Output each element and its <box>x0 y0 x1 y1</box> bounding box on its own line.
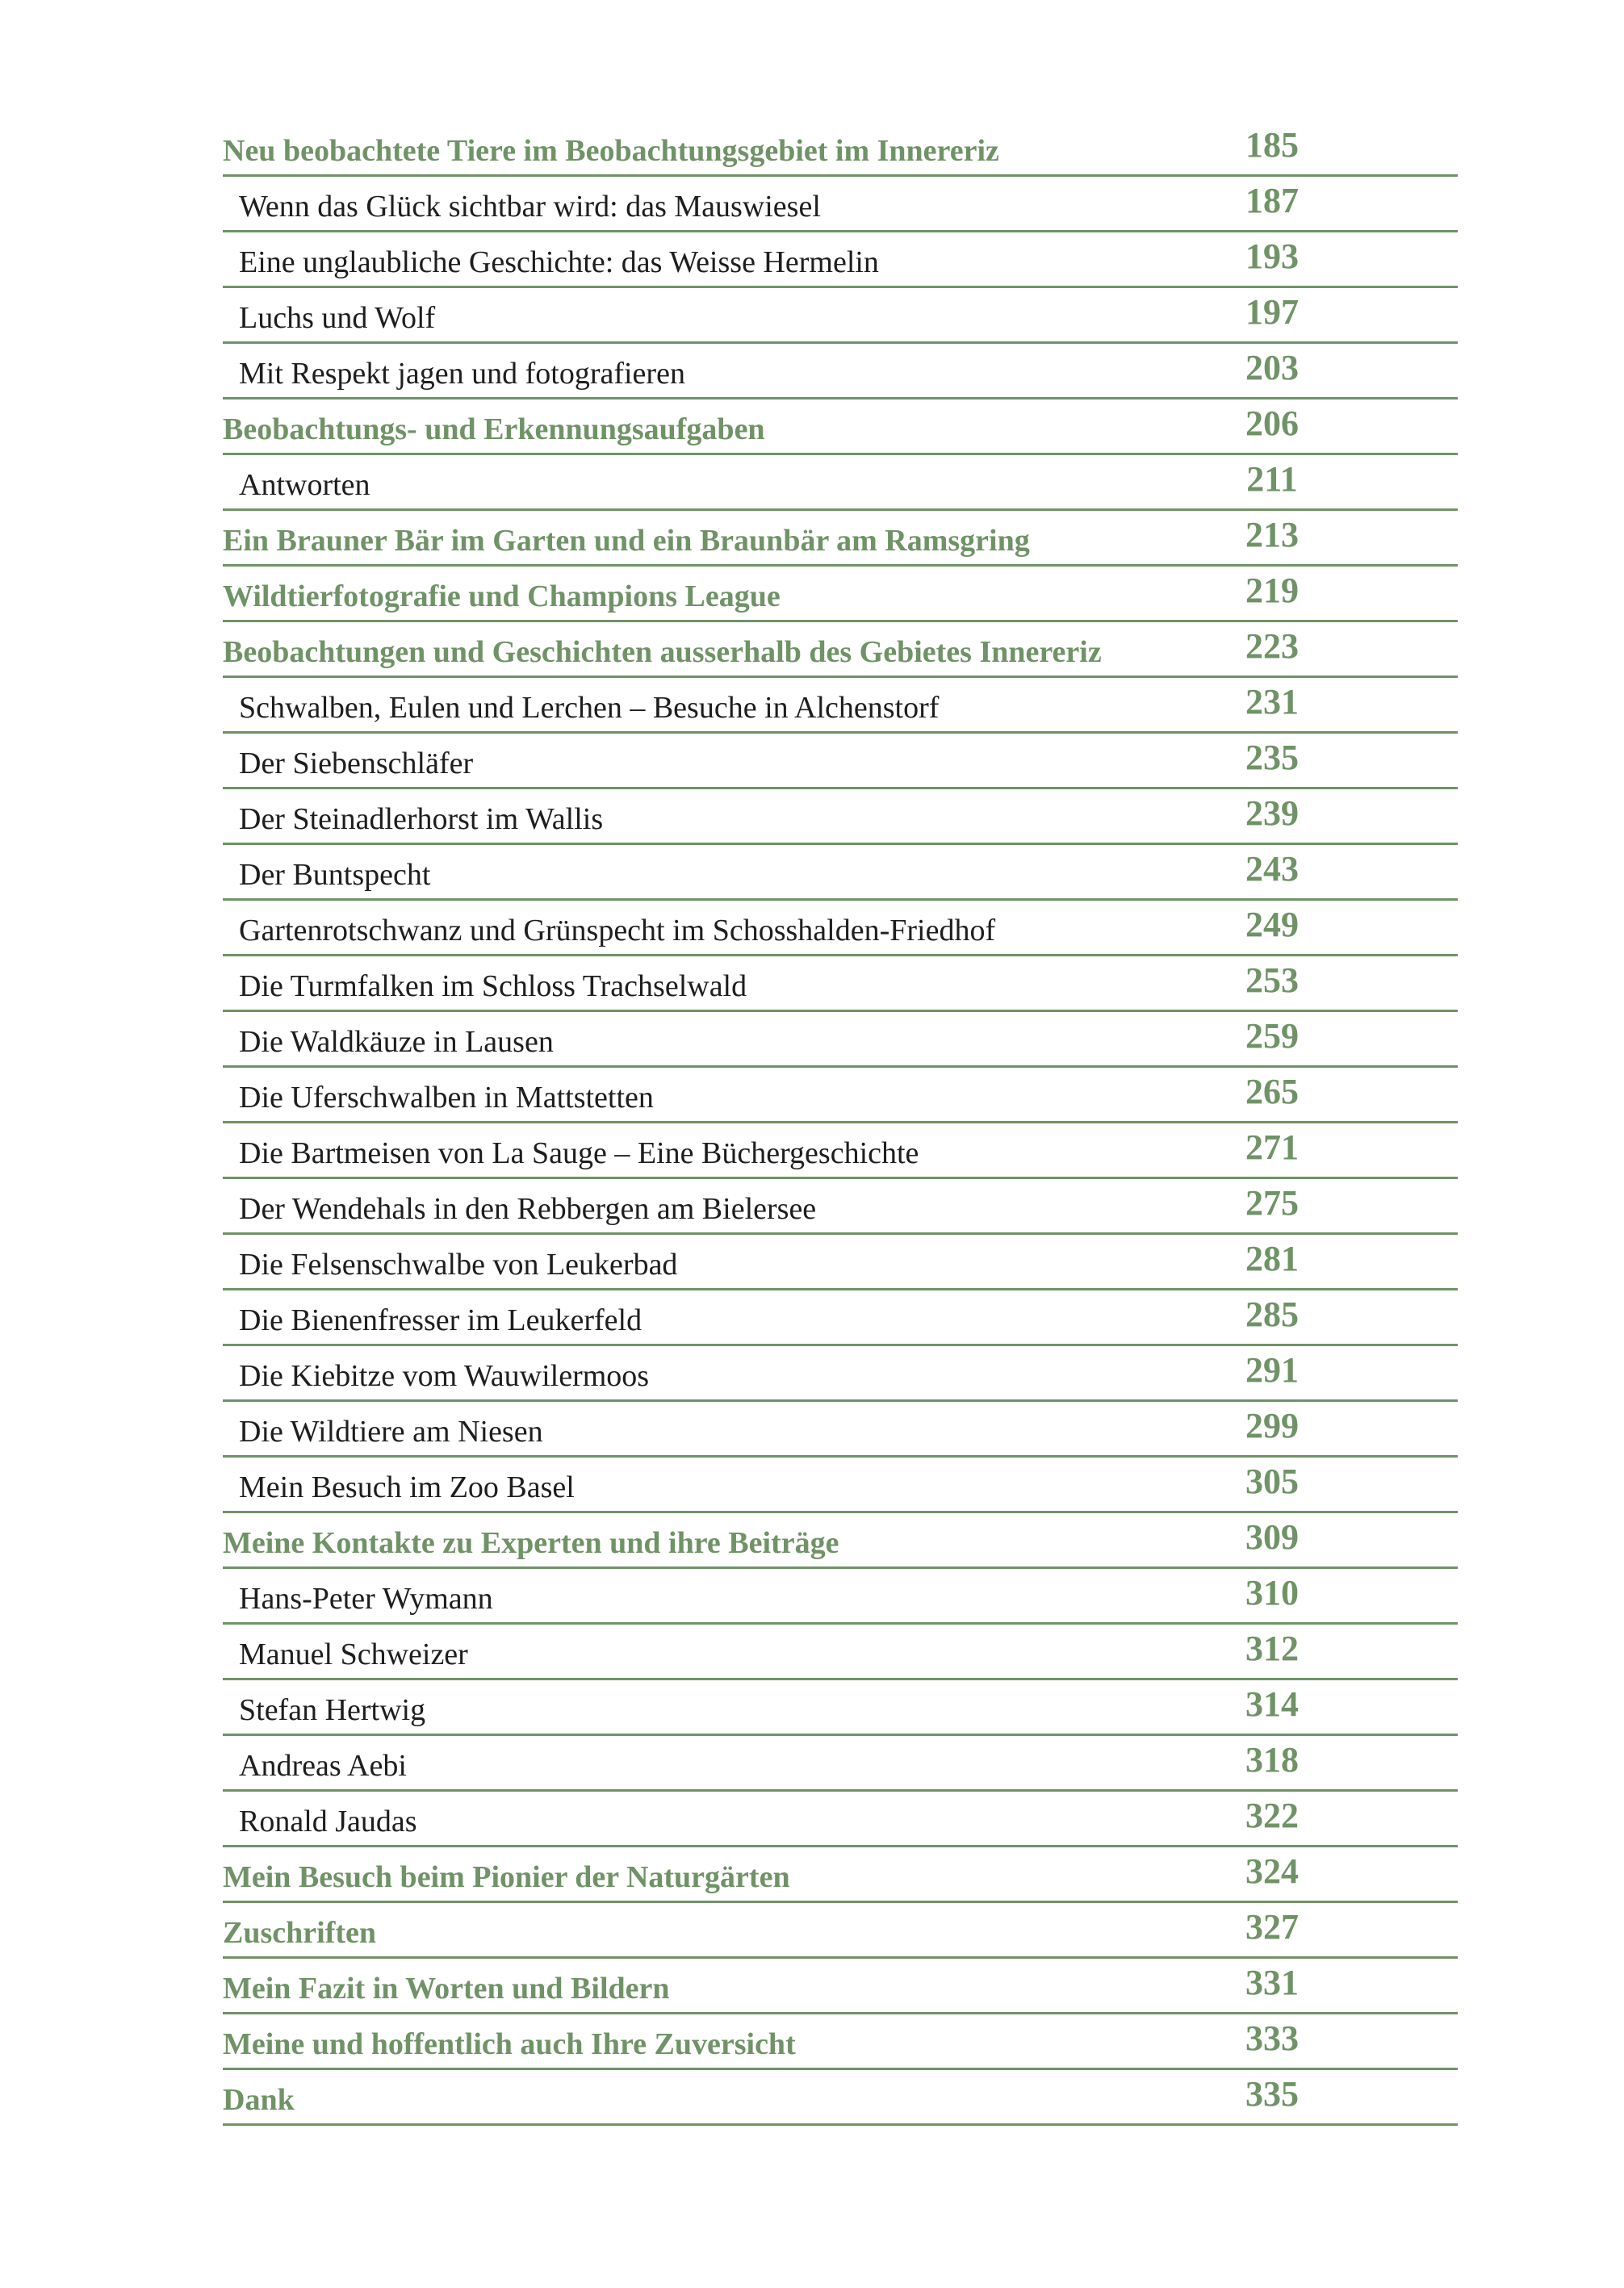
toc-page-number: 335 <box>1245 2074 1299 2114</box>
toc-section-title: Manuel Schweizer <box>239 1638 468 1671</box>
toc-chapter-row <box>223 2070 1458 2126</box>
toc-page-number: 309 <box>1245 1517 1299 1557</box>
toc-page-number: 299 <box>1245 1406 1299 1445</box>
toc-section-row <box>223 1680 1458 1736</box>
toc-chapter-title: Meine Kontakte zu Experten und ihre Beiträge <box>223 1526 839 1560</box>
toc-section-title: Die Bartmeisen von La Sauge – Eine Büchergeschichte <box>239 1136 919 1170</box>
toc-section-row <box>223 956 1458 1012</box>
toc-page-number: 243 <box>1245 849 1299 889</box>
toc-section-title: Mit Respekt jagen und fotografieren <box>239 357 685 391</box>
toc-section-title: Mein Besuch im Zoo Basel <box>239 1470 575 1504</box>
toc-section-row <box>223 678 1458 734</box>
toc-chapter-row <box>223 121 1458 177</box>
toc-section-row <box>223 177 1458 232</box>
toc-page-number: 206 <box>1245 404 1299 443</box>
toc-chapter-title: Mein Fazit in Worten und Bildern <box>223 1972 670 2006</box>
toc-page-number: 285 <box>1245 1295 1299 1334</box>
toc-chapter-row <box>223 399 1458 455</box>
toc-section-row <box>223 344 1458 399</box>
toc-section-title: Schwalben, Eulen und Lerchen – Besuche in Alchenstorf <box>239 691 940 725</box>
toc-page-number: 271 <box>1245 1127 1299 1167</box>
toc-chapter-row <box>223 1513 1458 1569</box>
toc-section-title: Der Steinadlerhorst im Wallis <box>239 802 604 836</box>
toc-section-row <box>223 901 1458 956</box>
toc-page-number: 187 <box>1245 181 1299 220</box>
toc-chapter-title: Dank <box>223 2083 295 2117</box>
toc-section-row <box>223 1235 1458 1290</box>
toc-page-number: 322 <box>1245 1796 1299 1835</box>
toc-chapter-row <box>223 567 1458 622</box>
toc-page-number: 305 <box>1245 1462 1299 1501</box>
toc-section-row <box>223 1569 1458 1625</box>
toc-section-title: Die Turmfalken im Schloss Trachselwald <box>239 969 747 1003</box>
toc-page-number: 281 <box>1245 1239 1299 1278</box>
table-of-contents <box>223 121 1458 2126</box>
toc-chapter-row <box>223 511 1458 567</box>
toc-section-row <box>223 845 1458 901</box>
toc-page-number: 235 <box>1245 738 1299 777</box>
toc-chapter-title: Beobachtungs- und Erkennungsaufgaben <box>223 412 765 446</box>
toc-page-number: 318 <box>1245 1740 1299 1780</box>
toc-page-number: 223 <box>1245 626 1299 666</box>
toc-chapter-title: Beobachtungen und Geschichten ausserhalb des Gebietes Innereriz <box>223 635 1102 669</box>
toc-page-number: 291 <box>1245 1350 1299 1390</box>
toc-chapter-title: Zuschriften <box>223 1916 376 1950</box>
toc-section-title: Der Buntspecht <box>239 858 431 892</box>
toc-chapter-title: Wildtierfotografie und Champions League <box>223 579 781 613</box>
toc-page-number: 203 <box>1245 348 1299 387</box>
toc-section-row <box>223 288 1458 344</box>
toc-section-row <box>223 1736 1458 1792</box>
toc-section-title: Die Bienenfresser im Leukerfeld <box>239 1303 642 1337</box>
toc-section-title: Die Felsenschwalbe von Leukerbad <box>239 1248 678 1282</box>
toc-page-number: 314 <box>1245 1684 1299 1724</box>
toc-section-row <box>223 232 1458 288</box>
toc-page-number: 259 <box>1245 1016 1299 1056</box>
toc-section-title: Luchs und Wolf <box>239 301 436 335</box>
toc-chapter-row <box>223 622 1458 678</box>
toc-chapter-row <box>223 1903 1458 1959</box>
toc-section-row <box>223 789 1458 845</box>
toc-section-title: Der Siebenschläfer <box>239 747 474 780</box>
toc-section-row <box>223 1792 1458 1847</box>
toc-page-number: 213 <box>1245 515 1299 554</box>
toc-section-row <box>223 1402 1458 1458</box>
toc-section-title: Wenn das Glück sichtbar wird: das Mauswiesel <box>239 190 821 224</box>
toc-chapter-title: Ein Brauner Bär im Garten und ein Braunbär am Ramsgring <box>223 524 1030 558</box>
toc-page-number: 185 <box>1245 125 1299 165</box>
toc-page-number: 211 <box>1246 459 1298 499</box>
toc-chapter-title: Meine und hoffentlich auch Ihre Zuversicht <box>223 2027 796 2061</box>
toc-section-title: Die Wildtiere am Niesen <box>239 1415 543 1449</box>
toc-page-number: 197 <box>1245 292 1299 332</box>
toc-section-row <box>223 1123 1458 1179</box>
toc-section-row <box>223 1346 1458 1402</box>
toc-section-title: Der Wendehals in den Rebbergen am Bielersee <box>239 1192 817 1226</box>
toc-chapter-row <box>223 1847 1458 1903</box>
toc-page-number: 231 <box>1245 682 1299 722</box>
toc-section-row <box>223 734 1458 789</box>
toc-chapter-title: Mein Besuch beim Pionier der Naturgärten <box>223 1860 790 1894</box>
toc-chapter-title: Neu beobachtete Tiere im Beobachtungsgebiet im Innereriz <box>223 134 999 168</box>
toc-section-row <box>223 1068 1458 1123</box>
toc-page-number: 239 <box>1245 793 1299 833</box>
toc-section-row <box>223 1179 1458 1235</box>
toc-section-row <box>223 1290 1458 1346</box>
toc-page-number: 312 <box>1245 1629 1299 1668</box>
toc-section-title: Antworten <box>239 468 370 502</box>
toc-section-title: Die Uferschwalben in Mattstetten <box>239 1081 654 1115</box>
toc-page-number: 310 <box>1245 1573 1299 1612</box>
toc-page-number: 333 <box>1245 2018 1299 2058</box>
toc-section-title: Die Kiebitze vom Wauwilermoos <box>239 1359 650 1393</box>
toc-section-title: Gartenrotschwanz und Grünspecht im Schosshalden-Friedhof <box>239 914 996 947</box>
toc-section-row <box>223 1458 1458 1513</box>
toc-section-title: Hans-Peter Wymann <box>239 1582 493 1616</box>
toc-page-number: 324 <box>1245 1851 1299 1891</box>
toc-page-number: 193 <box>1245 236 1299 276</box>
toc-page-number: 253 <box>1245 960 1299 1000</box>
toc-page-number: 249 <box>1245 905 1299 944</box>
toc-page-number: 331 <box>1245 1963 1299 2002</box>
toc-page-number: 265 <box>1245 1072 1299 1111</box>
toc-section-title: Ronald Jaudas <box>239 1805 417 1838</box>
toc-section-title: Die Waldkäuze in Lausen <box>239 1025 554 1059</box>
toc-page-number: 219 <box>1245 571 1299 610</box>
toc-section-row <box>223 1012 1458 1068</box>
toc-section-row <box>223 455 1458 511</box>
toc-section-title: Andreas Aebi <box>239 1749 407 1783</box>
toc-section-title: Stefan Hertwig <box>239 1693 426 1727</box>
toc-chapter-row <box>223 2014 1458 2070</box>
toc-section-row <box>223 1625 1458 1680</box>
toc-page-number: 327 <box>1245 1907 1299 1947</box>
toc-page-number: 275 <box>1245 1183 1299 1223</box>
toc-chapter-row <box>223 1959 1458 2014</box>
toc-section-title: Eine unglaubliche Geschichte: das Weisse Hermelin <box>239 245 879 279</box>
